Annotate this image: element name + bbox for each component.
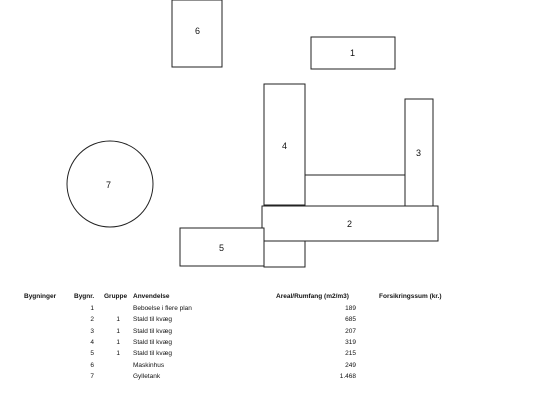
building-4-label: 4 xyxy=(282,141,288,151)
row-3-anvendelse: Stald til kvæg xyxy=(133,328,173,335)
row-4-areal: 319 xyxy=(345,339,356,346)
header-areal: Areal/Rumfang (m2/m3) xyxy=(276,293,349,300)
row-6-anvendelse: Maskinhus xyxy=(133,362,165,369)
row-4-gruppe: 1 xyxy=(116,339,120,346)
row-2-gruppe: 1 xyxy=(116,316,120,323)
row-6-bygnr: 6 xyxy=(90,362,94,369)
row-5-bygnr: 5 xyxy=(90,350,94,357)
header-anvendelse: Anvendelse xyxy=(133,293,170,300)
row-7-anvendelse: Gylletank xyxy=(133,373,161,380)
row-1-areal: 189 xyxy=(345,305,356,312)
row-4-bygnr: 4 xyxy=(90,339,94,346)
building-3-label: 3 xyxy=(416,148,422,158)
row-5-anvendelse: Stald til kvæg xyxy=(133,350,173,357)
row-3-areal: 207 xyxy=(345,328,356,335)
row-7-bygnr: 7 xyxy=(90,373,94,380)
building-5-label: 5 xyxy=(219,243,225,253)
building-6-label: 6 xyxy=(195,26,201,36)
row-1-bygnr: 1 xyxy=(90,305,94,312)
row-5-gruppe: 1 xyxy=(116,350,120,357)
connecting-wing xyxy=(305,175,405,206)
row-6-areal: 249 xyxy=(345,362,356,369)
row-2-bygnr: 2 xyxy=(90,316,94,323)
building-7-label: 7 xyxy=(106,180,112,190)
building-1-label: 1 xyxy=(350,48,356,58)
table-title: Bygninger xyxy=(24,293,57,300)
annex xyxy=(264,241,305,267)
header-bygnr: Bygnr. xyxy=(74,293,95,300)
row-5-areal: 215 xyxy=(345,350,356,357)
row-3-gruppe: 1 xyxy=(116,328,120,335)
row-3-bygnr: 3 xyxy=(90,328,94,335)
row-2-areal: 685 xyxy=(345,316,356,323)
header-gruppe: Gruppe xyxy=(104,293,128,300)
building-2-label: 2 xyxy=(347,219,353,229)
row-1-anvendelse: Beboelse i flere plan xyxy=(133,305,192,312)
header-forsikring: Forsikringssum (kr.) xyxy=(379,293,442,300)
row-7-areal: 1.468 xyxy=(339,373,356,380)
row-4-anvendelse: Stald til kvæg xyxy=(133,339,173,346)
row-2-anvendelse: Stald til kvæg xyxy=(133,316,173,323)
